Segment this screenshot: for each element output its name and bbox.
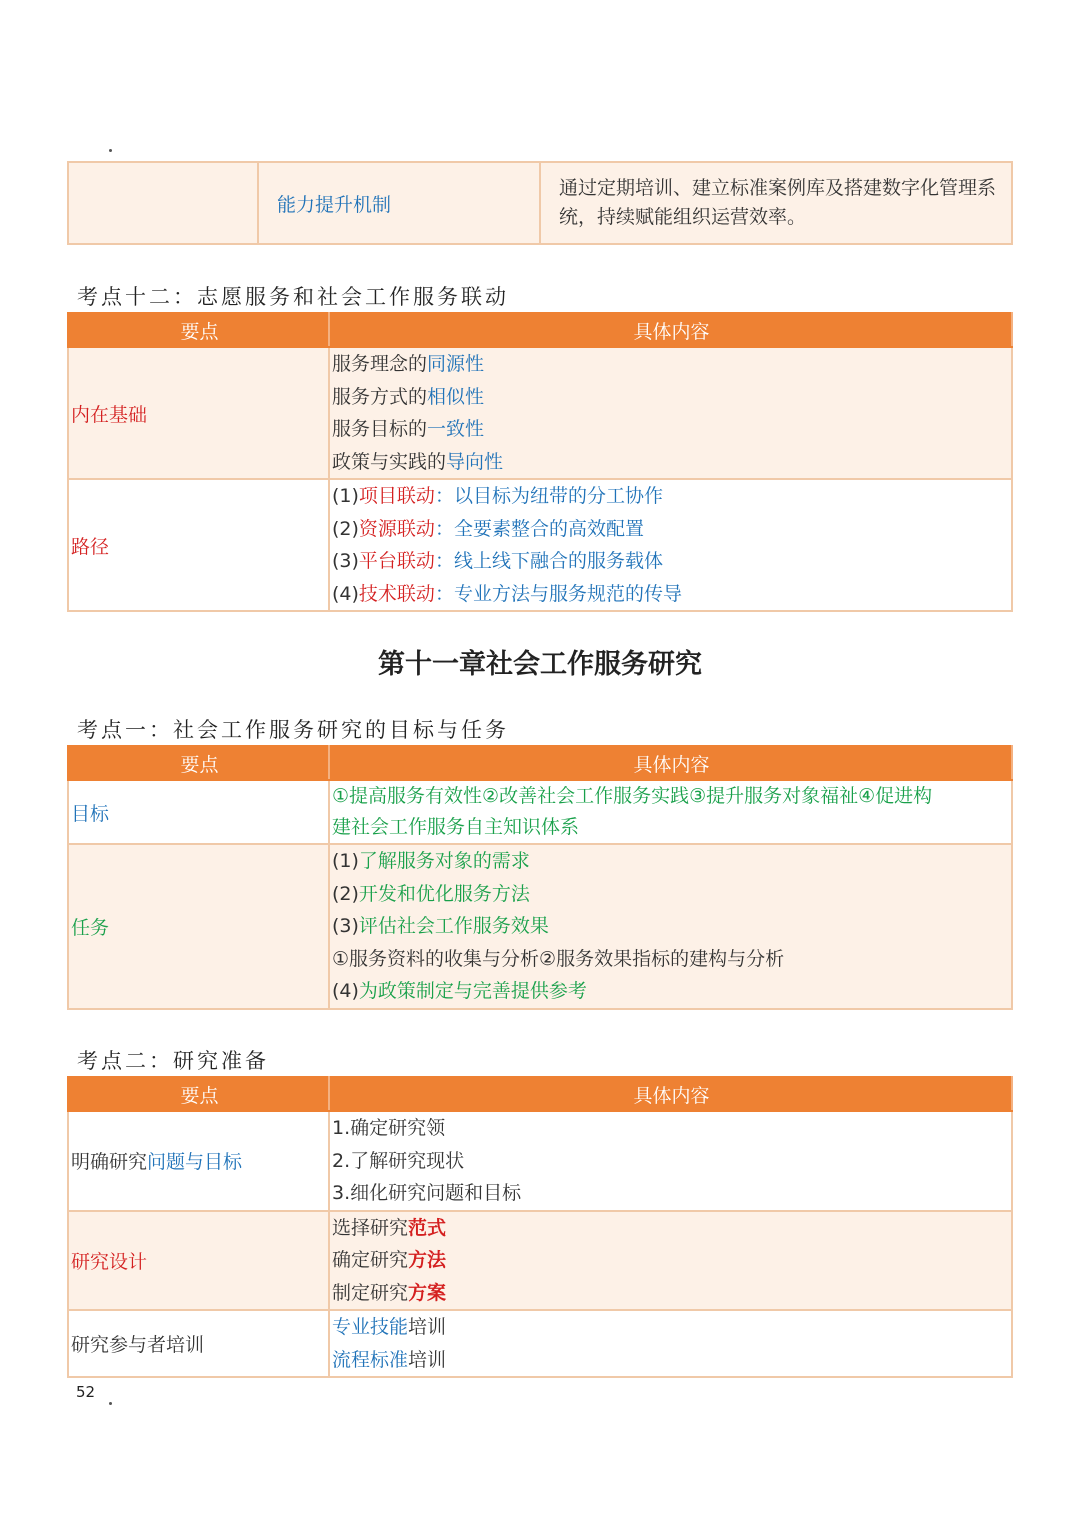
row-content (329, 347, 1012, 479)
capacity-table (67, 161, 1013, 245)
table-row (68, 347, 1012, 479)
list-item: 服务目标的一致性 (332, 418, 485, 440)
row-content (329, 1211, 1012, 1311)
list-item: 专业技能培训 (332, 1316, 447, 1338)
internal-basis-label: 内在基础 (71, 403, 148, 426)
section-title-12: 考点十二：志愿服务和社会工作服务联动 (77, 285, 509, 309)
row-label (68, 479, 329, 611)
chapter-title: 第十一章社会工作服务研究 (378, 649, 702, 680)
table-row (68, 162, 1012, 244)
list-item: (4)为政策制定与完善提供参考 (332, 980, 587, 1002)
list-item: 服务方式的相似性 (332, 385, 485, 408)
section-title-2: 考点二：研究准备 (77, 1049, 269, 1073)
goal-label: 目标 (71, 802, 110, 825)
row-content (329, 844, 1012, 1009)
row-label (68, 1310, 329, 1377)
research-design-label: 研究设计 (71, 1250, 148, 1273)
list-item: 2.了解研究现状 (332, 1149, 465, 1172)
list-item: (2)开发和优化服务方法 (332, 882, 530, 905)
section-title-1: 考点一：社会工作服务研究的目标与任务 (77, 718, 509, 742)
list-item: 服务理念的同源性 (332, 353, 485, 375)
list-item: (1)项目联动：以目标为纽带的分工协作 (332, 485, 663, 507)
table-row (68, 780, 1012, 844)
row-content (540, 162, 1012, 244)
capacity-mechanism-label: 能力提升机制 (277, 193, 392, 216)
goals-tasks-table (67, 745, 1013, 1010)
header-content: 具体内容 (329, 746, 1012, 780)
linkage-table (67, 312, 1013, 612)
list-item: ①服务资料的收集与分析②服务效果指标的建构与分析 (332, 947, 785, 970)
list-item: 选择研究范式 (332, 1216, 447, 1239)
row-label (68, 1211, 329, 1311)
page-number: 52 (76, 1383, 96, 1401)
row-content (329, 1310, 1012, 1377)
table-row (68, 1310, 1012, 1377)
empty-cell (68, 162, 258, 244)
list-item: 确定研究方法 (332, 1249, 447, 1271)
header-content: 具体内容 (329, 1077, 1012, 1111)
row-label (68, 780, 329, 844)
list-item: (1)了解服务对象的需求 (332, 850, 530, 872)
list-item: 3.细化研究问题和目标 (332, 1182, 522, 1204)
table-row (68, 844, 1012, 1009)
table-header (68, 313, 1012, 347)
table-header (68, 1077, 1012, 1111)
list-item: (3)平台联动：线上线下融合的服务载体 (332, 550, 663, 572)
list-item: 流程标准培训 (332, 1348, 447, 1371)
table-header (68, 746, 1012, 780)
row-content (329, 479, 1012, 611)
row-label (68, 844, 329, 1009)
scan-dot (109, 1402, 112, 1405)
path-label: 路径 (71, 535, 110, 558)
row-content (329, 780, 1012, 844)
participant-training-label: 研究参与者培训 (71, 1334, 205, 1356)
header-key-point: 要点 (68, 1077, 329, 1111)
row-key (258, 162, 540, 244)
list-item: 1.确定研究领 (332, 1117, 446, 1139)
table-row (68, 479, 1012, 611)
goal-line-2: 建社会工作服务自主知识体系 (332, 816, 580, 838)
goal-line-1: ①提高服务有效性②改善社会工作服务实践③提升服务对象福祉④促进构 (332, 785, 933, 807)
list-item: (4)技术联动：专业方法与服务规范的传导 (332, 582, 682, 605)
row-content (329, 1111, 1012, 1211)
row-label: 明确研究问题与目标 (68, 1111, 329, 1211)
research-prep-table (67, 1076, 1013, 1378)
table-row (68, 1111, 1012, 1211)
header-key-point: 要点 (68, 313, 329, 347)
table-row (68, 1211, 1012, 1311)
row-label (68, 347, 329, 479)
capacity-mechanism-text: 通过定期培训、建立标准案例库及搭建数字化管理系统，持续赋能组织运营效率。 (559, 177, 997, 228)
list-item: 政策与实践的导向性 (332, 450, 504, 473)
scan-dot (109, 149, 112, 152)
list-item: 制定研究方案 (332, 1281, 447, 1304)
task-label: 任务 (71, 916, 110, 939)
header-key-point: 要点 (68, 746, 329, 780)
list-item: (3)评估社会工作服务效果 (332, 915, 549, 937)
list-item: (2)资源联动：全要素整合的高效配置 (332, 517, 644, 540)
header-content: 具体内容 (329, 313, 1012, 347)
